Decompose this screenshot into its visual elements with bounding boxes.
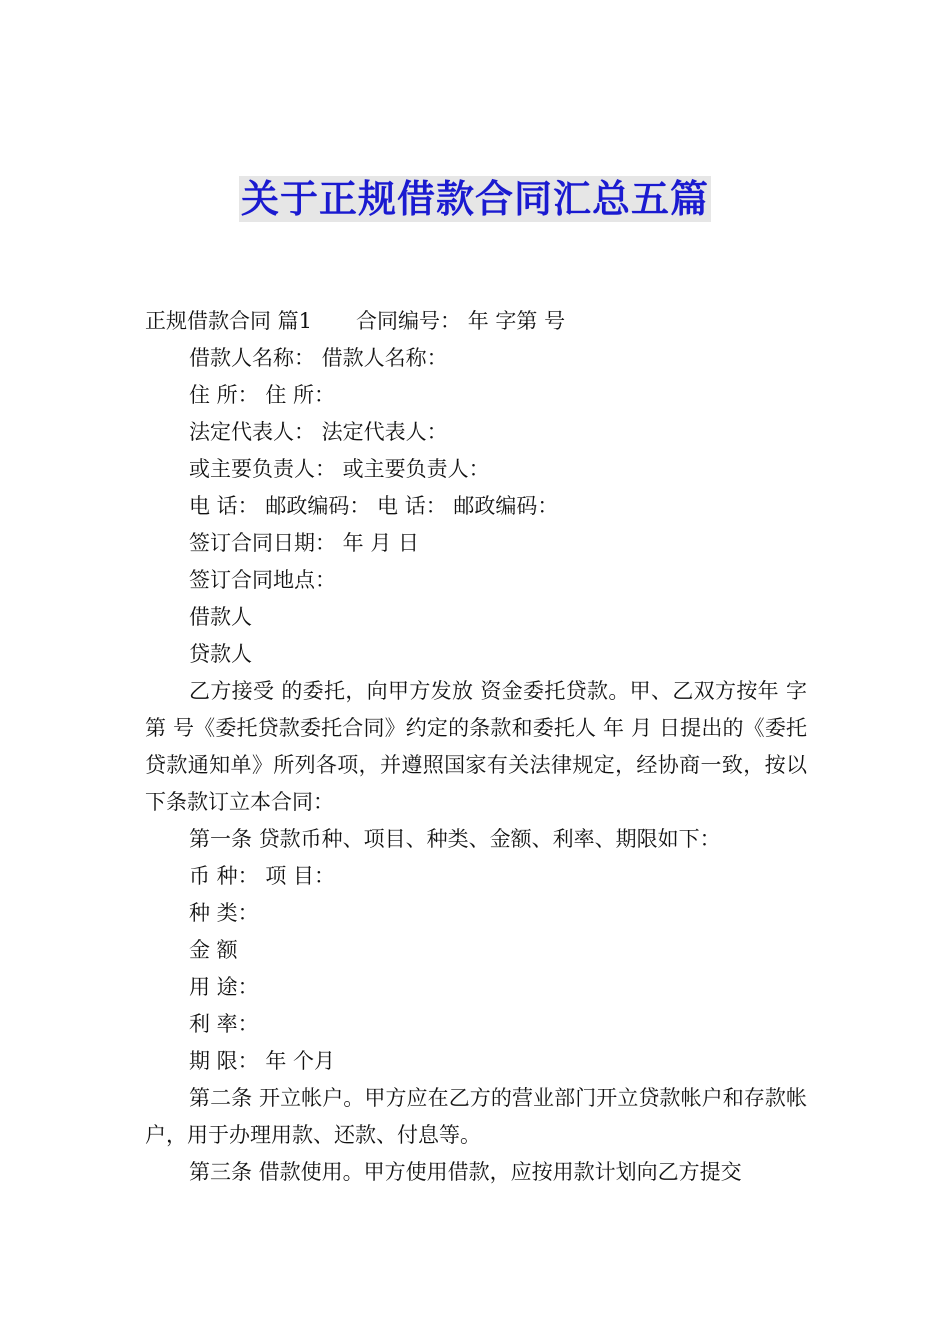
field-amount: 金 额 bbox=[189, 938, 238, 962]
field-borrower: 借款人 bbox=[189, 605, 252, 629]
article3-paragraph: 第三条 借款使用。甲方使用借款，应按用款计划向乙方提交 bbox=[189, 1160, 742, 1184]
article1-heading: 第一条 贷款币种、项目、种类、金额、利率、期限如下： bbox=[189, 827, 721, 851]
document-body bbox=[145, 303, 807, 1191]
title-container bbox=[0, 176, 950, 222]
document-title: 关于正规借款合同汇总五篇 bbox=[240, 177, 709, 221]
field-rate: 利 率： bbox=[189, 1012, 259, 1036]
field-principal: 或主要负责人： 或主要负责人： bbox=[189, 457, 490, 481]
field-sign-date: 签订合同日期： 年 月 日 bbox=[189, 531, 420, 555]
field-legal-representative: 法定代表人： 法定代表人： bbox=[189, 420, 448, 444]
field-type: 种 类： bbox=[189, 901, 259, 925]
field-term: 期 限： 年 个月 bbox=[189, 1049, 336, 1073]
intro-paragraph: 乙方接受 的委托，向甲方发放 资金委托贷款。甲、乙双方按年 字第 号《委托贷款委托合同》约定的条款和委托人 年 月 日提出的《委托贷款通知单》所列各项，并遵照国家有关法律规定，经协商一致，按以下条款订立本合同： bbox=[145, 679, 807, 814]
article2-paragraph: 第二条 开立帐户。甲方应在乙方的营业部门开立贷款帐户和存款帐户，用于办理用款、还款、付息等。 bbox=[145, 1086, 807, 1147]
field-borrower-name: 借款人名称： 借款人名称： bbox=[189, 346, 448, 370]
field-lender: 贷款人 bbox=[189, 642, 252, 666]
field-sign-place: 签订合同地点： bbox=[189, 568, 336, 592]
section-label: 正规借款合同 篇1 bbox=[145, 309, 313, 333]
field-currency-project: 币 种： 项 目： bbox=[189, 864, 336, 888]
field-purpose: 用 途： bbox=[189, 975, 259, 999]
field-address: 住 所： 住 所： bbox=[189, 383, 336, 407]
contract-number: 合同编号： 年 字第 号 bbox=[356, 309, 566, 333]
header-line bbox=[145, 303, 807, 340]
field-phone-postcode: 电 话： 邮政编码： 电 话： 邮政编码： bbox=[189, 494, 559, 518]
